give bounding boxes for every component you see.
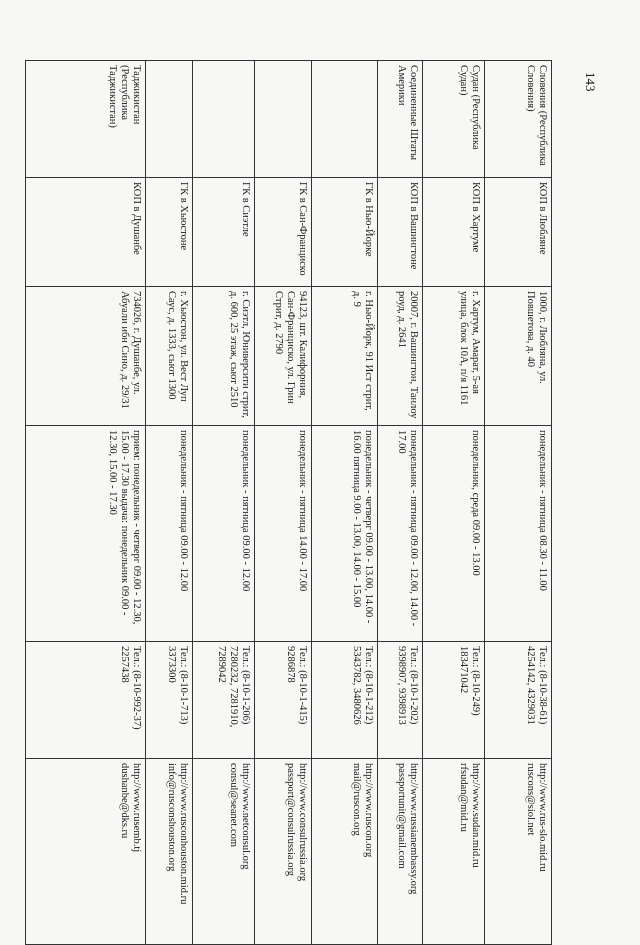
website-link[interactable]: http://www.netconsul.org	[240, 763, 251, 870]
office-cell: ГК в Сиэтле	[193, 178, 255, 287]
contacts-cell	[26, 759, 146, 945]
address-cell: 734026, г. Душанбе, ул. Абуали ибн Сино, д. 29/31	[26, 287, 146, 426]
address-cell: г. Сиэтл, Юниверсити стрит, д. 600, 25 этаж, сьют 2510	[193, 287, 255, 426]
phone-cell: Тел.: (8-10-38-61) 4254142, 4329031	[485, 642, 552, 759]
country-cell	[255, 61, 312, 178]
office-cell: КОП в Хартуме	[423, 178, 485, 287]
country-cell: Словения (Республика Словения)	[485, 61, 552, 178]
phone-cell: Тел.: (8-10-1-713) 3373300	[146, 642, 193, 759]
country-cell: Судан (Республика Судан)	[423, 61, 485, 178]
office-cell: ГК в Хьюстоне	[146, 178, 193, 287]
hours-cell: понедельник, среда 09.00 - 13.00	[423, 426, 485, 642]
phone-cell: Тел.: (8-10-1-415) 9286878	[255, 642, 312, 759]
country-cell: Соединенные Штаты Америки	[378, 61, 423, 178]
contacts-cell	[423, 759, 485, 945]
email-link[interactable]: passport@consulrussia.org	[285, 763, 296, 877]
address-cell: г. Хартум, Амарат, 5-ая улица, блок 10А, п/я 1161	[423, 287, 485, 426]
email-link[interactable]: dushanbe@dks.ru	[119, 763, 130, 839]
address-cell: 20007, г. Вашингтон, Танлоу роуд, д. 2641	[378, 287, 423, 426]
hours-cell: понедельник - четверг 09.00 - 13.00, 14.00 - 16.00 пятница 9.00 - 13.00, 14.00 - 15.00	[312, 426, 378, 642]
table-row	[312, 61, 378, 945]
office-cell: ГК в Нью-Йорке	[312, 178, 378, 287]
office-cell: ГК в Сан-Франциско	[255, 178, 312, 287]
website-link[interactable]: http://www.consulrussia.org	[297, 763, 308, 882]
website-link[interactable]: http://www.sudan.mid.ru	[470, 763, 481, 868]
table-row	[378, 61, 423, 945]
table-row	[193, 61, 255, 945]
phone-cell: Тел.: (8-10-1-206) 7280232, 7281910, 7289042	[193, 642, 255, 759]
contacts-cell	[485, 759, 552, 945]
contacts-cell	[378, 759, 423, 945]
address-cell: 1000, г. Любляна, ул. Повшетова, д. 40	[485, 287, 552, 426]
hours-cell: понедельник - пятница 09.00 - 12.00	[146, 426, 193, 642]
contacts-cell	[146, 759, 193, 945]
website-link[interactable]: http://www.rus-slo.mid.ru	[537, 763, 548, 872]
table-row	[255, 61, 312, 945]
table-row	[485, 61, 552, 945]
hours-cell: понедельник - пятница 08.30 - 11.00	[485, 426, 552, 642]
country-cell	[312, 61, 378, 178]
address-cell: г. Нью-Йорк, 91 Ист стрит, д. 9	[312, 287, 378, 426]
website-link[interactable]: http://www.ruscon.org	[363, 763, 374, 858]
contacts-cell	[193, 759, 255, 945]
website-link[interactable]: http://www.russianembassy.org	[408, 763, 419, 895]
email-link[interactable]: mail@ruscon.org	[351, 763, 362, 836]
table-row	[26, 61, 146, 945]
country-cell	[146, 61, 193, 178]
phone-cell: Тел.: (8-10-249) 183471042	[423, 642, 485, 759]
hours-cell: понедельник - пятница 09.00 - 12.00, 14.00 - 17.00	[378, 426, 423, 642]
website-link[interactable]: http://www.rusconhouston.mid.ru	[178, 763, 189, 905]
phone-cell: Тел.: (8-10-992-37) 2257438	[26, 642, 146, 759]
phone-cell: Тел.: (8-10-1-212) 5343782, 3480626	[312, 642, 378, 759]
office-cell: КОП в Душанбе	[26, 178, 146, 287]
rotated-page-content	[82, 60, 552, 905]
hours-cell: понедельник - пятница 14.00 - 17.00	[255, 426, 312, 642]
contacts-cell	[255, 759, 312, 945]
country-cell: Таджикистан (Республика Таджикистан)	[26, 61, 146, 178]
email-link[interactable]: passportunit@gmail.com	[396, 763, 407, 869]
page-number: 143	[583, 72, 598, 92]
email-link[interactable]: consul@seanet.com	[228, 763, 239, 848]
address-cell: г. Хьюстон, ул. Вест Луп Саус, д. 1333, сьют 1300	[146, 287, 193, 426]
email-link[interactable]: ruscons@siol.net	[525, 763, 536, 836]
country-cell	[193, 61, 255, 178]
office-cell: КОП в Любляне	[485, 178, 552, 287]
consular-offices-table	[25, 60, 552, 945]
address-cell: 94123, шт. Калифорния, Сан-Франциско, ул. Грин Стрит, д. 2790	[255, 287, 312, 426]
table-row	[146, 61, 193, 945]
hours-cell: прием: понедельник - четверг 09.00 - 12.30, 15.00 - 17.30 выдача: понедельник 09.00 - 12.30, 15.00 - 17.30	[26, 426, 146, 642]
table-row	[423, 61, 485, 945]
hours-cell: понедельник - пятница 09.00 - 12.00	[193, 426, 255, 642]
phone-cell: Тел.: (8-10-1-202) 9398907, 9398913	[378, 642, 423, 759]
email-link[interactable]: rfsudan@mid.ru	[458, 763, 469, 832]
contacts-cell	[312, 759, 378, 945]
website-link[interactable]: http://www.rusemb.tj	[131, 763, 142, 853]
email-link[interactable]: info@rusconshouston.org	[166, 763, 177, 872]
office-cell: КОП в Вашингтоне	[378, 178, 423, 287]
